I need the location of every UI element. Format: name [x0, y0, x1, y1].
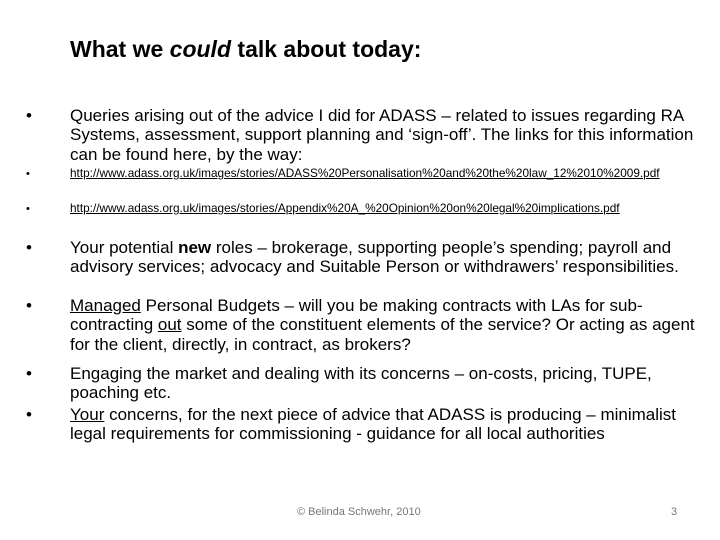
bullet-icon: •: [26, 364, 32, 383]
list-item: [26, 203, 704, 216]
page-number: 3: [671, 506, 678, 518]
bullet-icon: •: [26, 238, 32, 257]
list-item: [26, 296, 704, 354]
bullet-icon: •: [26, 168, 30, 180]
bullet-icon: •: [26, 296, 32, 315]
bullet-icon: •: [26, 203, 30, 215]
appendix-opinion-link[interactable]: http://www.adass.org.uk/images/stories/Appendix%20A_%20Opinion%20on%20legal%20implications.pdf: [70, 201, 620, 215]
list-item: [26, 238, 704, 277]
title-emphasis: could: [169, 36, 232, 62]
list-item: [26, 364, 704, 403]
bullet-icon: •: [26, 405, 32, 424]
page-title: What we could talk about today:: [70, 36, 422, 62]
bold-new: new: [178, 238, 212, 257]
item-text: Your potential new roles – brokerage, supporting people’s spending; payroll and advisory services; advocacy and Suitable Person or withdrawers’ responsibilities.: [70, 238, 679, 277]
copyright: © Belinda Schwehr, 2010: [297, 506, 421, 518]
item-text: Queries arising out of the advice I did for ADASS – related to issues regarding RA Systems, assessment, support planning and ‘sign-off’. The links for this information can be found here, by the way:: [70, 106, 694, 164]
personalisation-law-link[interactable]: http://www.adass.org.uk/images/stories/ADASS%20Personalisation%20and%20the%20law_12%2010%2009.pdf: [70, 166, 660, 180]
item-text: Engaging the market and dealing with its concerns – on-costs, pricing, TUPE, poaching etc.: [70, 364, 652, 403]
list-item: [26, 405, 704, 444]
item-text: Your concerns, for the next piece of advice that ADASS is producing – minimalist legal requirements for commissioning - guidance for all local authorities: [70, 405, 677, 444]
list-item: [26, 106, 704, 164]
item-text: Managed Personal Budgets – will you be making contracts with LAs for sub-contracting out some of the constituent elements of the service? Or acting as agent for the client, directly, in contract, as brokers?: [70, 296, 695, 354]
list-item: [26, 168, 704, 181]
bullet-icon: •: [26, 106, 32, 125]
